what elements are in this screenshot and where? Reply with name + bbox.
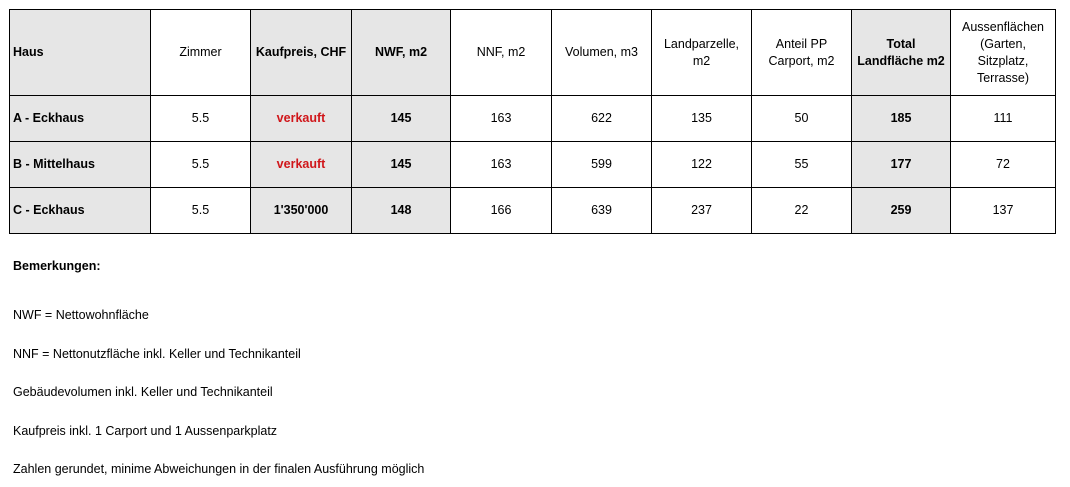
cell-landparzelle: 237 — [652, 188, 752, 234]
remarks-section — [13, 258, 425, 476]
cell-total-landflaeche: 177 — [852, 142, 951, 188]
cell-anteil-pp: 55 — [752, 142, 852, 188]
cell-landparzelle: 122 — [652, 142, 752, 188]
table-row — [10, 142, 1056, 188]
header-kaufpreis: Kaufpreis, CHF — [251, 10, 352, 96]
cell-kaufpreis: 1'350'000 — [251, 188, 352, 234]
cell-total-landflaeche: 185 — [852, 96, 951, 142]
header-zimmer: Zimmer — [151, 10, 251, 96]
cell-aussenflaechen: 72 — [951, 142, 1056, 188]
header-landparzelle: Landparzelle, m2 — [652, 10, 752, 96]
cell-aussenflaechen: 111 — [951, 96, 1056, 142]
cell-anteil-pp: 50 — [752, 96, 852, 142]
remark-kaufpreis: Kaufpreis inkl. 1 Carport und 1 Aussenparkplatz — [13, 424, 278, 438]
header-aussenflaechen: Aussenflächen (Garten, Sitzplatz, Terrasse) — [951, 10, 1056, 96]
remarks-heading: Bemerkungen: — [13, 259, 101, 273]
remark-nnf: NNF = Nettonutzfläche inkl. Keller und Technikanteil — [13, 347, 301, 361]
cell-kaufpreis: verkauft — [251, 96, 352, 142]
cell-volumen: 622 — [552, 96, 652, 142]
remark-nwf: NWF = Nettowohnfläche — [13, 308, 149, 322]
cell-nwf: 145 — [352, 142, 451, 188]
cell-zimmer: 5.5 — [151, 96, 251, 142]
cell-volumen: 639 — [552, 188, 652, 234]
cell-nnf: 163 — [451, 96, 552, 142]
cell-zimmer: 5.5 — [151, 142, 251, 188]
cell-haus: C - Eckhaus — [10, 188, 151, 234]
header-volumen: Volumen, m3 — [552, 10, 652, 96]
cell-nwf: 148 — [352, 188, 451, 234]
cell-landparzelle: 135 — [652, 96, 752, 142]
cell-haus: B - Mittelhaus — [10, 142, 151, 188]
cell-haus: A - Eckhaus — [10, 96, 151, 142]
cell-aussenflaechen: 137 — [951, 188, 1056, 234]
remark-volumen: Gebäudevolumen inkl. Keller und Technikanteil — [13, 385, 273, 399]
cell-volumen: 599 — [552, 142, 652, 188]
cell-nnf: 163 — [451, 142, 552, 188]
header-total-landflaeche: Total Landfläche m2 — [852, 10, 951, 96]
cell-nwf: 145 — [352, 96, 451, 142]
cell-kaufpreis: verkauft — [251, 142, 352, 188]
cell-nnf: 166 — [451, 188, 552, 234]
table-header-row — [10, 10, 1056, 96]
cell-total-landflaeche: 259 — [852, 188, 951, 234]
header-haus: Haus — [10, 10, 151, 96]
header-nnf: NNF, m2 — [451, 10, 552, 96]
table-row — [10, 188, 1056, 234]
header-nwf: NWF, m2 — [352, 10, 451, 96]
cell-anteil-pp: 22 — [752, 188, 852, 234]
remark-zahlen: Zahlen gerundet, minime Abweichungen in der finalen Ausführung möglich — [13, 462, 425, 476]
table-row — [10, 96, 1056, 142]
property-table — [9, 9, 1056, 234]
cell-zimmer: 5.5 — [151, 188, 251, 234]
header-anteil-pp: Anteil PP Carport, m2 — [752, 10, 852, 96]
